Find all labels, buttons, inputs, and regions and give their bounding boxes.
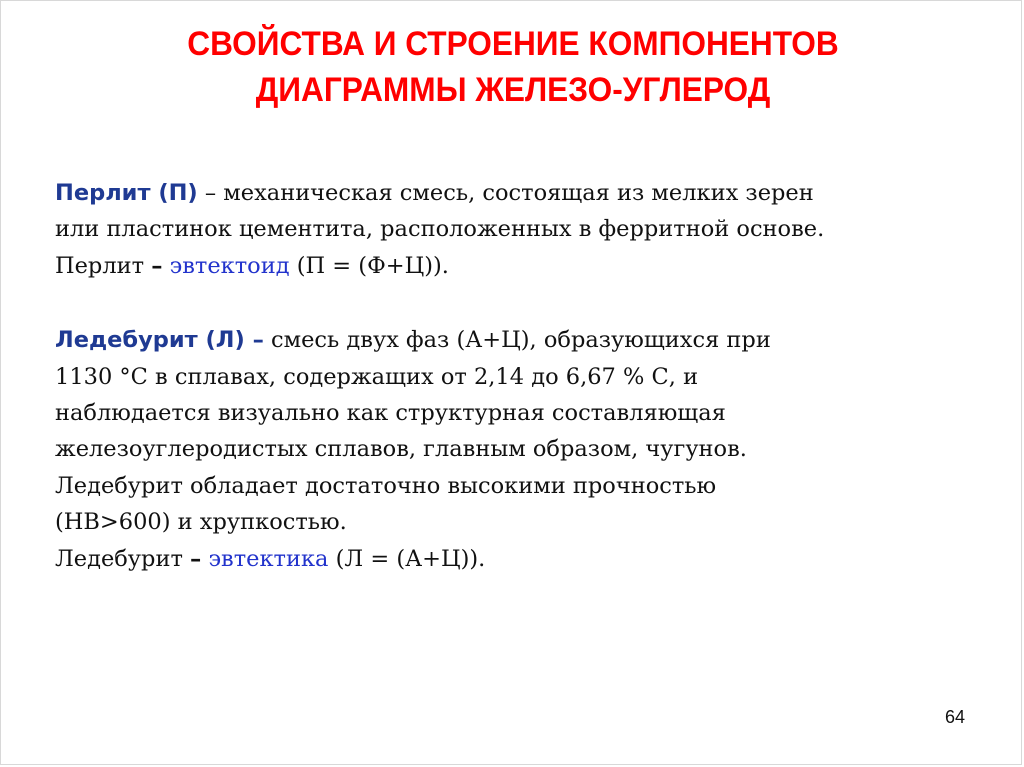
- ledeburite-line-1: [55, 322, 995, 358]
- ledeburite-line-1-text: смесь двух фаз (А+Ц), образующихся при: [263, 327, 771, 354]
- perlite-dash: –: [151, 252, 163, 279]
- ledeburite-dash: –: [190, 545, 202, 572]
- perlite-line-3: [55, 248, 995, 284]
- perlite-line-3-start: Перлит: [55, 252, 152, 279]
- perlite-paragraph: [55, 175, 995, 284]
- title-line-1: СВОЙСТВА И СТРОЕНИЕ КОМПОНЕНТОВ: [187, 25, 839, 63]
- slide-title: [74, 21, 952, 113]
- ledeburite-term: Ледебурит (Л): [55, 327, 245, 354]
- ledeburite-line-4: железоуглеродистых сплавов, главным образом, чугунов.: [55, 436, 747, 463]
- perlite-line-2: или пластинок цементита, расположенных в ферритной основе.: [55, 216, 825, 243]
- perlite-line-1-text: – механическая смесь, состоящая из мелких зерен: [197, 180, 814, 206]
- ledeburite-line-2: 1130 °С в сплавах, содержащих от 2,14 до 6,67 % С, и: [55, 363, 699, 390]
- page-number: 64: [944, 707, 965, 727]
- perlite-line-3-end: (П = (Ф+Ц)).: [289, 252, 449, 279]
- perlite-term: Перлит (П): [55, 180, 198, 206]
- ledeburite-line-3: наблюдается визуально как структурная составляющая: [55, 400, 726, 427]
- perlite-space: [162, 253, 169, 279]
- ledeburite-line-7: [55, 541, 995, 577]
- eutectoid-link[interactable]: эвтектоид: [169, 252, 290, 279]
- paragraph-gap: [55, 284, 995, 322]
- ledeburite-line-7-end: (Л = (А+Ц)).: [328, 545, 486, 572]
- perlite-line-1: [55, 175, 995, 211]
- slide-body: [55, 175, 995, 577]
- ledeburite-line-7-start: Ледебурит: [55, 545, 191, 572]
- ledeburite-line-6: (НВ>600) и хрупкостью.: [55, 509, 347, 536]
- ledeburite-line-5: Ледебурит обладает достаточно высокими прочностью: [55, 472, 717, 499]
- eutectic-link[interactable]: эвтектика: [208, 545, 329, 572]
- ledeburite-term-dash: –: [244, 327, 264, 354]
- title-line-2: ДИАГРАММЫ ЖЕЛЕЗО-УГЛЕРОД: [255, 71, 771, 109]
- ledeburite-paragraph: [55, 322, 995, 577]
